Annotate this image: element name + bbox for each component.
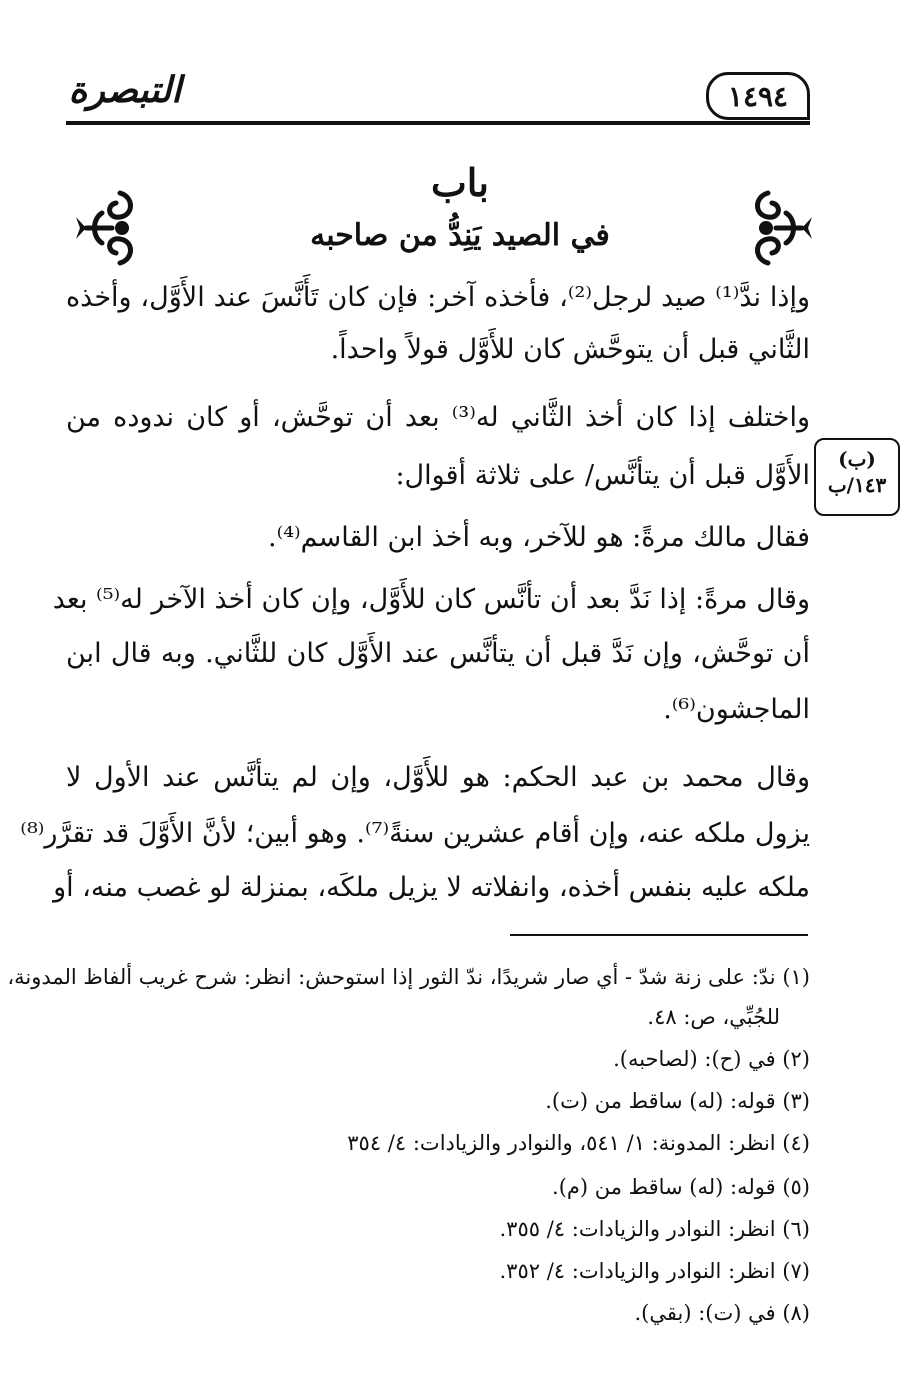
running-title: التبصرة bbox=[68, 69, 182, 111]
margin-note-line: ١٤٣/ب bbox=[827, 473, 887, 497]
ornament-right-icon bbox=[746, 183, 816, 273]
body-line: الثَّاني قبل أن يتوحَّش كان للأَوَّل قولاً واحداً. bbox=[330, 334, 810, 365]
footnote: (٣) قوله: (له) ساقط من (ت). bbox=[545, 1089, 810, 1113]
footnote: للجُبِّي، ص: ٤٨. bbox=[647, 1005, 780, 1029]
margin-note-line: (ب) bbox=[838, 447, 876, 471]
body-line: أن توحَّش، وإن نَدَّ قبل أن يتأنَّس عند الأَوَّل كان للثَّاني. وبه قال ابن bbox=[66, 638, 810, 669]
footnote: (٨) في (ت): (بقي). bbox=[634, 1301, 810, 1325]
footnote-rule bbox=[510, 934, 808, 936]
body-line: فقال مالك مرةً: هو للآخر، وبه أخذ ابن القاسم⁽⁴⁾. bbox=[267, 522, 810, 553]
body-line: وقال محمد بن عبد الحكم: هو للأَوَّل، وإن لم يتأنَّس عند الأول لا bbox=[66, 762, 810, 793]
page-number bbox=[706, 72, 810, 120]
margin-note bbox=[814, 438, 900, 516]
ornament-left-icon bbox=[72, 183, 142, 273]
footnote: (٥) قوله: (له) ساقط من (م). bbox=[552, 1175, 810, 1199]
footnote: (٧) انظر: النوادر والزيادات: ٤/ ٣٥٢. bbox=[499, 1259, 810, 1283]
chapter-title: باب bbox=[431, 160, 489, 205]
chapter-subtitle: في الصيد يَنِدُّ من صاحبه bbox=[310, 218, 610, 253]
body-line: وإذا ندَّ⁽¹⁾ صيد لرجل⁽²⁾، فأخذه آخر: فإن كان تَأَنَّسَ عند الأَوَّل، وأخذه bbox=[66, 282, 810, 313]
page-number-text: ١٤٩٤ bbox=[727, 79, 789, 113]
body-line: الأَوَّل قبل أن يتأنَّس/ على ثلاثة أقوال: bbox=[395, 460, 810, 491]
footnote: (٤) انظر: المدونة: ١/ ٥٤١، والنوادر والزيادات: ٤/ ٣٥٤ bbox=[347, 1131, 810, 1155]
body-line: يزول ملكه عنه، وإن أقام عشرين سنةً⁽⁷⁾. وهو أبين؛ لأنَّ الأَوَّلَ قد تقرَّر⁽⁸⁾ bbox=[20, 818, 810, 849]
footnote: (٢) في (ح): (لصاحبه). bbox=[613, 1047, 810, 1071]
body-line: ملكه عليه بنفس أخذه، وانفلاته لا يزيل ملكَه، بمنزلة لو غصب منه، أو bbox=[53, 872, 810, 903]
footnote: (١) ندّ: على زنة شدّ - أي صار شريدًا، ندّ الثور إذا استوحش: انظر: شرح غريب ألفاظ المدونة، bbox=[7, 965, 810, 989]
body-line: الماجشون⁽⁶⁾. bbox=[663, 694, 810, 725]
body-line: وقال مرةً: إذا نَدَّ بعد أن تأنَّس كان للأَوَّل، وإن كان أخذ الآخر له⁽⁵⁾ بعد bbox=[52, 584, 810, 615]
header-rule bbox=[66, 121, 810, 125]
body-line: واختلف إذا كان أخذ الثَّاني له⁽³⁾ بعد أن توحَّش، أو كان ندوده من bbox=[66, 402, 810, 433]
footnote: (٦) انظر: النوادر والزيادات: ٤/ ٣٥٥. bbox=[499, 1217, 810, 1241]
